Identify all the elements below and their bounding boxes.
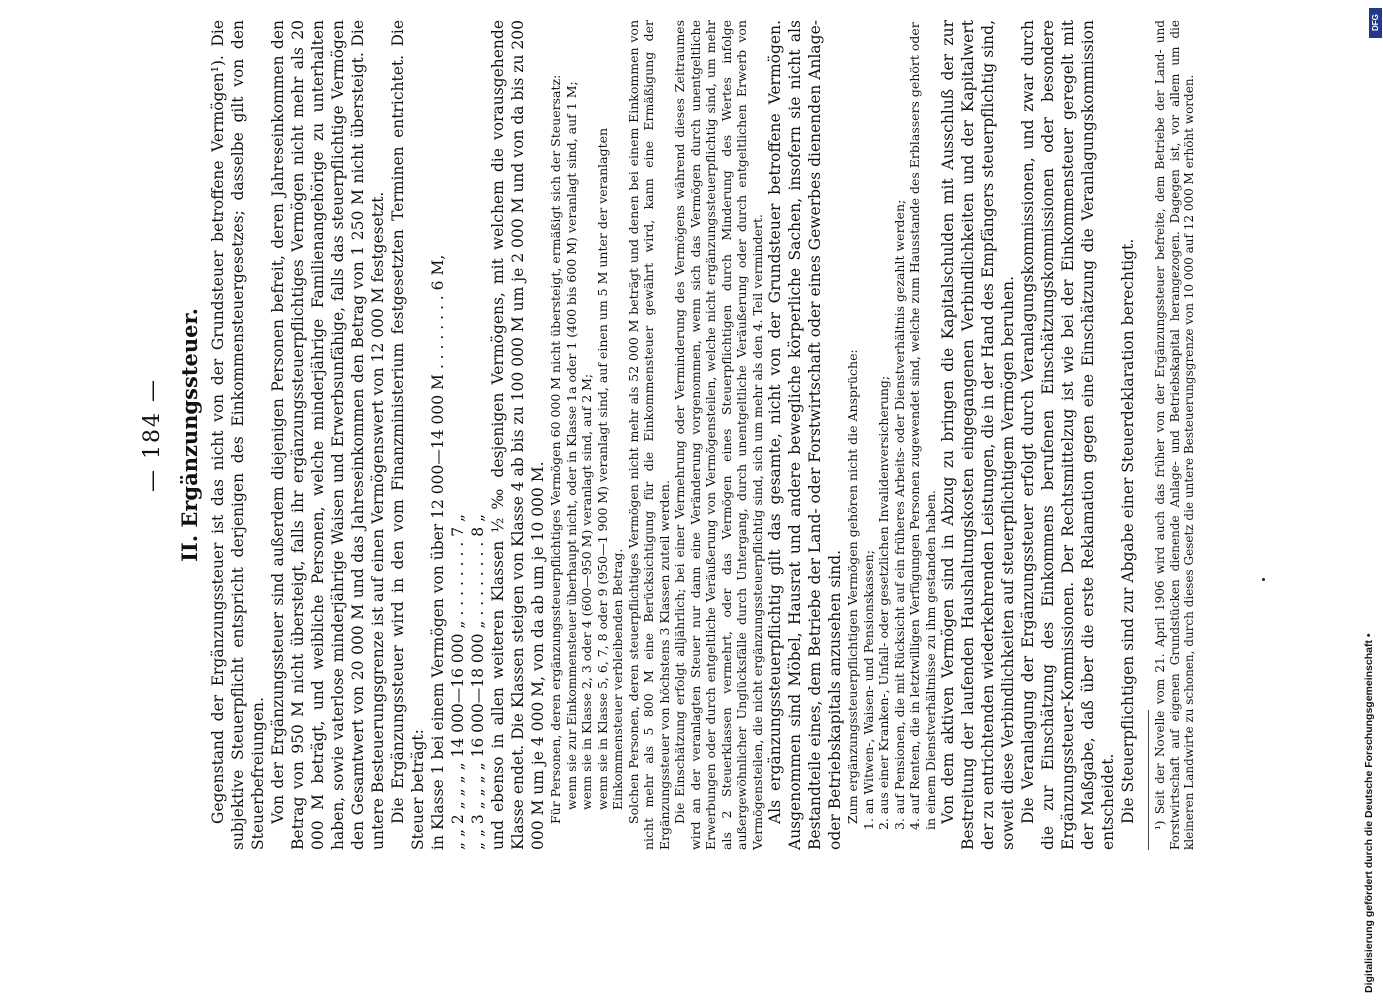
footnote-divider	[1148, 710, 1149, 850]
excluded-claims-list	[861, 20, 939, 850]
tax-class-row: „ „ 3 „ „ „ „ 16 000—18 000 „ . . . . . . . . 8 „	[469, 513, 487, 850]
digitization-strip	[1358, 8, 1383, 993]
tax-class-list	[428, 20, 488, 850]
page-content	[140, 20, 1197, 850]
paragraph-taxable-assets: Als ergänzungssteuerpflichtig gilt das gesamte, nicht von der Grundsteuer betroffene Vermögen. Ausgenommen sind Möbel, Hausrat und andere bewegliche körperliche Sachen, insofern sie nicht als Bestandteile eines, dem Betriebe der Land- oder Forstwirtschaft oder eines Gewerbes dienenden Anlage- oder Betriebskapitals anzusehen sind.	[766, 20, 844, 850]
paragraph-deductions: Von dem aktiven Vermögen sind in Abzug zu bringen die Kapitalschulden mit Ausschluß der zur Bestreitung der laufenden Haushaltungskosten eingegangenen Verbindlichkeiten und der Kapitalwert der zu entrichtenden wiederkehrenden Leistungen, die in der Hand des Empfängers steuerpflichtig sind, soweit diese Verbindlichkeiten auf steuerpflichtigem Vermögen beruhen.	[939, 20, 1017, 850]
claim-item: 4. auf Renten, die in letztwilligen Verfügungen Personen zugewendet sind, welche zum Hausstande des Erblassers gehört oder in einem Dienstverhältnisse zu ihm gestanden haben.	[907, 22, 938, 830]
reduction-item: wenn sie zur Einkommensteuer überhaupt nicht, oder in Klasse 1a oder 1 (400 bis 600 M) veranlagt sind, auf 1 M;	[563, 81, 579, 810]
paragraph-assessment: Die Einschätzung erfolgt alljährlich; bei einer Vermehrung oder Verminderung des Vermögens während dieses Zeitraumes wird an der veranlagten Steuer nur dann eine Veränderung vorgenommen, wenn sich das Vermögen durch unentgeltliche Erwerbungen oder durch entgeltliche Veräußerung von Vermögensteilen, welche nicht ergänzungssteuerpflichtig sind, um mehr als 2 Steuerklassen vermehrt, oder das Vermögen eines Steuerpflichtigen durch Minderung des Wertes infolge außergewöhnlicher Unglücksfälle durch Untergang, durch unentgeltliche Veräußerung oder durch entgeltlichen Erwerb von Vermögensteilen, die nicht ergänzungssteuerpflichtig sind, sich um mehr als den 4. Teil vermindert.	[672, 20, 765, 850]
tax-class-row: „ „ 2 „ „ „ „ 14 000—16 000 „ . . . . . . . . 7 „	[449, 513, 467, 850]
reduction-item: wenn sie in Klasse 5, 6, 7, 8 oder 9 (950—1 900 M) veranlagt sind, auf einen um 5 M unter der veranlagten Einkommensteuer verbleibenden Betrag.	[594, 127, 625, 810]
paragraph-hardship-reduction: Solchen Personen, deren steuerpflichtiges Vermögen nicht mehr als 52 000 M beträgt und denen bei einem Einkommen von nicht mehr als 5 800 M eine Berücksichtigung für die Einkommensteuer gewährt wird, kann eine Ermäßigung der Ergänzungssteuer von höchstens 3 Klassen zuteil werden.	[625, 20, 672, 850]
paragraph-tax-rate-intro: Die Ergänzungssteuer wird in den vom Finanzministerium festgesetzten Terminen entrichtet. Die Steuer beträgt:	[389, 20, 427, 850]
section-heading: II. Ergänzungssteuer.	[177, 308, 202, 562]
claim-item: 1. an Witwen-, Waisen- und Pensionskassen;	[860, 550, 876, 830]
scan-speck	[1262, 578, 1265, 581]
claim-item: 3. auf Pensionen, die mit Rücksicht auf ein früheres Arbeits- oder Dienstverhältnis gezahlt werden;	[891, 199, 907, 830]
claim-item: 2. aus einer Kranken-, Unfall- oder gesetzlichen Invalidenversicherung;	[876, 375, 891, 830]
digitization-note: Digitalisierung gefördert durch die Deutsche Forschungsgemeinschaft •	[1363, 633, 1375, 993]
paragraph-subject: Gegenstand der Ergänzungssteuer ist das nicht von der Grundsteuer betroffene Vermögen¹). Die subjektive Steuerpflicht entspricht derjenigen des Einkommensteuergesetzes; dasselbe gilt von den Steuerbefreiungen.	[209, 20, 267, 850]
paragraph-exemptions: Von der Ergänzungssteuer sind außerdem diejenigen Personen befreit, deren Jahreseinkommen den Betrag von 950 M nicht übersteigt, falls ihr ergänzungssteuerpflichtiges Vermögen nicht mehr als 20 000 M beträgt, und weibliche Personen, welche minderjährige Familienangehörige zu unterhalten haben, sowie vaterlose minderjährige Waisen und Erwerbsunfähige, falls das steuerpflichtige Vermögen den Gesamtwert von 20 000 M und das Jahreseinkommen den Betrag von 1 250 M nicht übersteigt. Die untere Besteuerungsgrenze ist auf einen Vermögenswert von 12 000 M festgesetzt.	[269, 20, 387, 850]
tax-class-row: in Klasse 1 bei einem Vermögen von über 12 000—14 000 M . . . . . . . . 6 M,	[429, 254, 447, 850]
footnote: ¹) Seit der Novelle vom 21. April 1906 wird auch das früher von der Ergänzungssteuer befreite, dem Betriebe der Land- und Forstwirtschaft auf eigenen Grundstücken dienende Anlage- und Betriebskapital herangezogen. Dagegen ist, vor allem um die kleineren Landwirte zu schonen, durch dieses Gesetz die untere Besteuerungsgrenze von 10 000 auf 12 000 M erhöht worden.	[1153, 20, 1196, 850]
paragraph-declaration: Die Steuerpflichtigen sind zur Abgabe einer Steuerdeklaration berechtigt.	[1119, 238, 1137, 824]
reduction-list	[564, 20, 626, 850]
rotated-document-page	[140, 0, 1260, 1000]
dfg-logo: DFG	[1369, 8, 1382, 38]
paragraph-reduction-intro: Für Personen, deren ergänzungssteuerpflichtiges Vermögen 60 000 M nicht übersteigt, ermäßigt sich der Steuersatz:	[548, 74, 563, 824]
paragraph-commissions: Die Veranlagung der Ergänzungssteuer erfolgt durch Veranlagungskommissionen, und zwar durch die zur Einschätzung des Einkommens berufenen Einschätzungskommissionen oder besondere Ergänzungssteuer-Kommissionen. Der Rechtsmittelzug ist wie bei der Einkommensteuer geregelt mit der Maßgabe, daß über die erste Reklamation gegen eine Einschätzung die Veranlagungskommission entscheidet.	[1019, 20, 1117, 850]
reduction-item: wenn sie in Klasse 2, 3 oder 4 (600—950 M) veranlagt sind, auf 2 M;	[579, 373, 594, 810]
paragraph-class-progression: und ebenso in allen weiteren Klassen ½ ‰ desjenigen Vermögens, mit welchem die vorausgehende Klasse endet. Die Klassen steigen von Klasse 4 ab bis zu 100 000 M um je 2 000 M und von da bis zu 200 000 M um je 4 000 M, von da ab um je 10 000 M.	[489, 20, 547, 850]
page-number: — 184 —	[140, 378, 165, 492]
paragraph-excluded-claims-intro: Zum ergänzungssteuerpflichtigen Vermögen gehören nicht die Ansprüche:	[845, 349, 860, 824]
